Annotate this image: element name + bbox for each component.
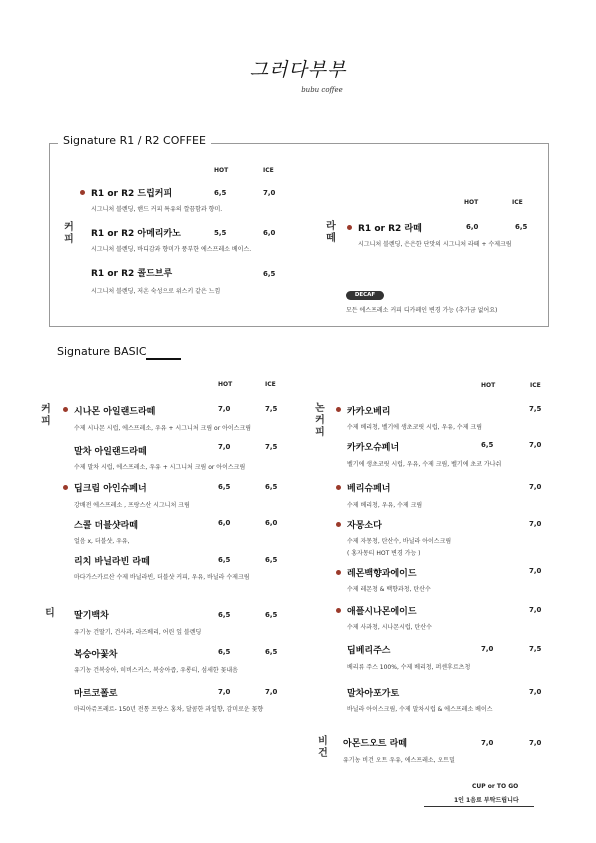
menu-item-desc: 유기농 건복숭아, 히비스커스, 복숭아즙, 우롱티, 섬세한 꽃내음: [74, 667, 238, 674]
menu-item-name: 레몬백향과에이드: [347, 569, 417, 579]
menu-item-name: 말차 아일랜드라떼: [74, 447, 147, 457]
column-header-hot: HOT: [218, 381, 233, 388]
signature-dot: [336, 570, 341, 575]
signature-dot: [336, 485, 341, 490]
menu-item-desc: 수제 레몬청 & 백향과청, 탄산수: [347, 586, 431, 593]
menu-item-name: 카카오베리: [347, 407, 391, 417]
price-ice: 6,5: [265, 611, 278, 619]
menu-item-desc: 마다가스카르산 수제 바닐라빈, 더블샷 커피, 우유, 바닐라 수제크림: [74, 574, 250, 581]
menu-item-name: 카카오슈페너: [347, 443, 400, 453]
price-hot: 5,5: [214, 229, 227, 237]
column-header-ice: ICE: [263, 167, 274, 174]
menu-item-name: R1 or R2 드립커피: [91, 189, 173, 199]
column-header-ice: ICE: [512, 199, 523, 206]
price-ice: 7,0: [265, 688, 278, 696]
price-ice: 7,0: [529, 567, 542, 575]
price-hot: 6,5: [218, 556, 231, 564]
category-noncoffee: 논 커 피: [315, 403, 325, 438]
price-ice: 6,5: [265, 556, 278, 564]
price-ice: 7,0: [529, 688, 542, 696]
title-underline: [146, 358, 181, 360]
signature-basic-title: Signature BASIC: [57, 345, 147, 358]
price-hot: 6,0: [218, 519, 231, 527]
menu-item-desc: 수제 베리청, 우유, 수제 크림: [347, 502, 423, 509]
menu-item-name: R1 or R2 아메리카노: [91, 229, 181, 239]
menu-item-desc: 시그니처 블렌딩, 은은한 단맛의 시그니처 라떼 + 수제크림: [358, 241, 512, 248]
price-ice: 7,0: [263, 189, 276, 197]
menu-item-name: 딥크림 아인슈페너: [74, 484, 147, 494]
menu-item-desc: 베리류 주스 100%, 수제 베리청, 퍼센후르츠청: [347, 664, 471, 671]
category-latte: 라 떼: [326, 221, 336, 244]
price-hot: 6,5: [481, 441, 494, 449]
price-ice: 7,5: [529, 405, 542, 413]
menu-item-desc-note: ( 홍자몽티 HOT 변경 가능 ): [347, 550, 421, 557]
price-hot: 7,0: [218, 443, 231, 451]
price-hot: 6,5: [218, 483, 231, 491]
menu-item-desc: 수제 자몽청, 탄산수, 바닐라 아이스크림: [347, 538, 452, 545]
menu-item-name: 딥베리주스: [347, 646, 391, 656]
price-hot: 7,0: [218, 688, 231, 696]
price-ice: 6,0: [265, 519, 278, 527]
menu-item-name: R1 or R2 라떼: [358, 224, 422, 234]
menu-item-desc: 유기농 비건 오트 우유, 에스프레소, 오트밀: [343, 757, 455, 764]
signature-coffee-title: Signature R1 / R2 COFFEE: [58, 134, 211, 147]
price-hot: 7,0: [481, 739, 494, 747]
price-ice: 7,0: [529, 520, 542, 528]
category-tea: 티: [45, 608, 55, 619]
signature-dot: [63, 407, 68, 412]
price-ice: 6,5: [265, 483, 278, 491]
menu-item-desc: 얼음 x, 더블샷, 우유,: [74, 538, 130, 545]
column-header-ice: ICE: [530, 382, 541, 389]
menu-item-name: 마르코폴로: [74, 689, 118, 699]
category-coffee: 커 피: [41, 404, 51, 427]
menu-item-desc: 강배전 에스프레소 , 프랑스산 시그니처 크림: [74, 502, 190, 509]
column-header-hot: HOT: [464, 199, 479, 206]
menu-item-desc: 수제 사과청, 시나몬시럽, 탄산수: [347, 624, 432, 631]
signature-dot: [336, 608, 341, 613]
price-ice: 6,5: [515, 223, 528, 231]
column-header-hot: HOT: [481, 382, 496, 389]
menu-item-desc: 벨기에 생초코릿 시럽, 우유, 수제 크림, 벨기에 초코 가나쉬: [347, 461, 502, 468]
decaf-note: 모든 에스프레소 커피 디카페인 변경 가능 (추가금 없어요): [346, 307, 498, 314]
menu-item-desc: 수제 시나몬 시럽, 에스프레소, 우유 + 시그니처 크림 or 아이스크림: [74, 425, 252, 432]
price-hot: 6,5: [214, 189, 227, 197]
signature-dot: [347, 225, 352, 230]
menu-item-desc: 시그니처 블렌딩, 핸드 커피 특유의 깔끔함과 향미.: [91, 206, 223, 213]
brand-subtitle: bubu coffee: [301, 86, 343, 94]
menu-item-name: 딸기백차: [74, 611, 109, 621]
price-ice: 7,5: [265, 443, 278, 451]
price-ice: 7,0: [529, 606, 542, 614]
category-vegan: 비 건: [318, 736, 328, 759]
menu-item-name: 베리슈페너: [347, 484, 391, 494]
price-ice: 6,0: [263, 229, 276, 237]
menu-item-desc: 유기농 건딸기, 건사과, 라즈베리, 어린 잎 블렌딩: [74, 629, 202, 636]
menu-item-name: 애플시나몬에이드: [347, 607, 417, 617]
price-ice: 7,0: [529, 441, 542, 449]
menu-item-name: 스콜 더블샷라떼: [74, 521, 138, 531]
menu-item-desc: 시그니처 블렌딩, 저온 숙성으로 위스키 같은 느낌: [91, 288, 221, 295]
price-hot: 6,5: [218, 611, 231, 619]
menu-item-desc: 수제 말차 시럽, 에스프레소, 우유 + 시그니처 크림 or 아이스크림: [74, 464, 246, 471]
signature-dot: [336, 522, 341, 527]
menu-item-name: 자몽소다: [347, 521, 382, 531]
cup-togo-note: CUP or TO GO: [472, 783, 519, 790]
menu-item-name: 시나몬 아일랜드라떼: [74, 407, 156, 417]
price-ice: 7,5: [265, 405, 278, 413]
price-ice: 7,0: [529, 483, 542, 491]
menu-item-desc: 수제 베리청, 벨기에 생초코릿 시럽, 우유, 수제 크림: [347, 424, 482, 431]
signature-dot: [336, 407, 341, 412]
footer-divider: [424, 806, 534, 807]
price-hot: 6,0: [466, 223, 479, 231]
signature-dot: [80, 190, 85, 195]
price-ice: 6,5: [263, 270, 276, 278]
menu-item-name: 리치 바닐라빈 라떼: [74, 557, 150, 567]
menu-item-name: 말차아포가토: [347, 689, 400, 699]
price-ice: 7,5: [529, 645, 542, 653]
one-drink-note: 1인 1음료 부탁드립니다: [454, 797, 519, 804]
decaf-badge: DECAF: [346, 291, 384, 300]
menu-item-desc: 시그니처 블렌딩, 바디감과 향미가 풍부한 에스프레소 베이스.: [91, 246, 252, 253]
price-hot: 7,0: [481, 645, 494, 653]
menu-item-desc: 바닐라 아이스크림, 수제 말차시럽 & 에스프레소 베이스: [347, 706, 493, 713]
menu-item-name: 아몬드오트 라떼: [343, 739, 407, 749]
menu-item-desc: 마리아쥬프레르- 150년 전통 프랑스 홍차, 달콤한 과일향, 감미로운 꽃향: [74, 706, 264, 713]
price-hot: 7,0: [218, 405, 231, 413]
price-ice: 7,0: [529, 739, 542, 747]
brand-logo: 그러다부부: [249, 59, 347, 81]
column-header-hot: HOT: [214, 167, 229, 174]
price-hot: 6,5: [218, 648, 231, 656]
menu-item-name: R1 or R2 콜드브루: [91, 269, 173, 279]
menu-item-name: 복숭아꽃차: [74, 650, 118, 660]
category-coffee: 커 피: [64, 222, 74, 245]
column-header-ice: ICE: [265, 381, 276, 388]
price-ice: 6,5: [265, 648, 278, 656]
signature-dot: [63, 485, 68, 490]
